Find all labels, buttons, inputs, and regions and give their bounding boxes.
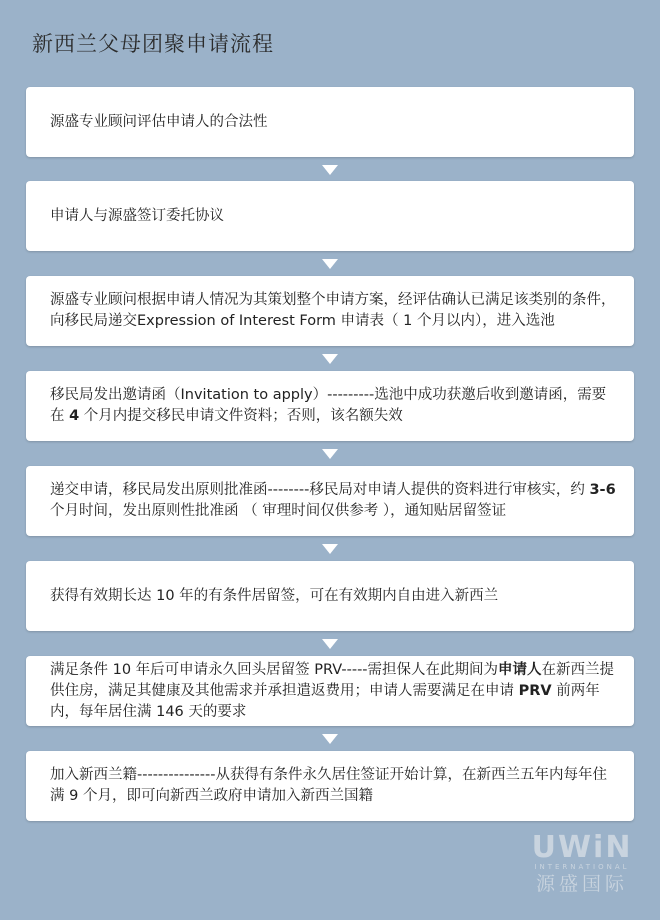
- step-7-text: [50, 660, 620, 723]
- emphasis-text: PRV: [518, 682, 552, 699]
- arrow-down-icon: [322, 734, 338, 744]
- step-text-segment: 移民局发出邀请函（Invitation to apply）---------选池中成功获邀后收到邀请函，需要在: [50, 387, 607, 424]
- arrow-down-icon: [322, 544, 338, 554]
- emphasis-text: 4: [69, 408, 80, 424]
- step-3-card: [26, 276, 634, 346]
- step-text-segment: 源盛专业顾问根据申请人情况为其策划整个申请方案，经评估确认已满足该类别的条件，向移民局递交Expression of Interest Form 申请表（ 1 个月以内），进入选池: [50, 292, 616, 329]
- step-6-card: [26, 561, 634, 631]
- step-6-text: [50, 586, 620, 607]
- step-1-text: [50, 112, 620, 133]
- step-5-text: [50, 480, 620, 522]
- step-5-card: [26, 466, 634, 536]
- step-text-segment: 满足条件 10 年后可申请永久回头居留签 PRV-----需担保人在此期间为: [50, 661, 499, 678]
- step-8-card: [26, 751, 634, 821]
- step-4-text: [50, 385, 620, 427]
- arrow-down-icon: [322, 354, 338, 364]
- step-text-segment: 获得有效期长达 10 年的有条件居留签，可在有效期内自由进入新西兰: [50, 587, 499, 604]
- arrow-down-icon: [322, 639, 338, 649]
- emphasis-text: 3-6: [589, 482, 616, 498]
- uwin-logo: [530, 830, 634, 896]
- step-text-segment: 在新西兰提供住房，满足其健康及其他需求并承担遣返费用；申请人需要满足在申请: [50, 661, 615, 699]
- page-title: 新西兰父母团聚申请流程: [32, 32, 274, 56]
- step-text-segment: 申请人与源盛签订委托协议: [50, 207, 224, 224]
- step-2-text: [50, 206, 620, 227]
- arrow-down-icon: [322, 165, 338, 175]
- arrow-down-icon: [322, 259, 338, 269]
- step-text-segment: 个月内提交移民申请文件资料；否则，该名额失效: [79, 408, 403, 424]
- logo-chinese-name: 源盛国际: [535, 873, 628, 895]
- step-7-card: [26, 656, 634, 726]
- step-text-segment: 源盛专业顾问评估申请人的合法性: [50, 113, 268, 130]
- step-text-segment: 前两年内，每年居住满 146 天的要求: [50, 682, 600, 720]
- step-4-card: [26, 371, 634, 441]
- step-3-text: [50, 290, 620, 332]
- emphasis-text: 申请人: [498, 661, 542, 678]
- step-text-segment: 加入新西兰籍---------------从获得有条件永久居住签证开始计算，在新西兰五年内每年住满 9 个月，即可向新西兰政府申请加入新西兰国籍: [50, 767, 607, 804]
- step-text-segment: 递交申请，移民局发出原则批准函--------移民局对申请人提供的资料进行审核实，约: [50, 482, 590, 498]
- step-text-segment: 个月时间，发出原则性批准函 （ 审理时间仅供参考 ），通知贴居留签证: [50, 503, 507, 519]
- step-1-card: [26, 87, 634, 157]
- logo-brand: UWiN: [531, 830, 633, 865]
- step-2-card: [26, 181, 634, 251]
- logo-international: INTERNATIONAL: [534, 863, 630, 871]
- step-8-text: [50, 765, 620, 807]
- arrow-down-icon: [322, 449, 338, 459]
